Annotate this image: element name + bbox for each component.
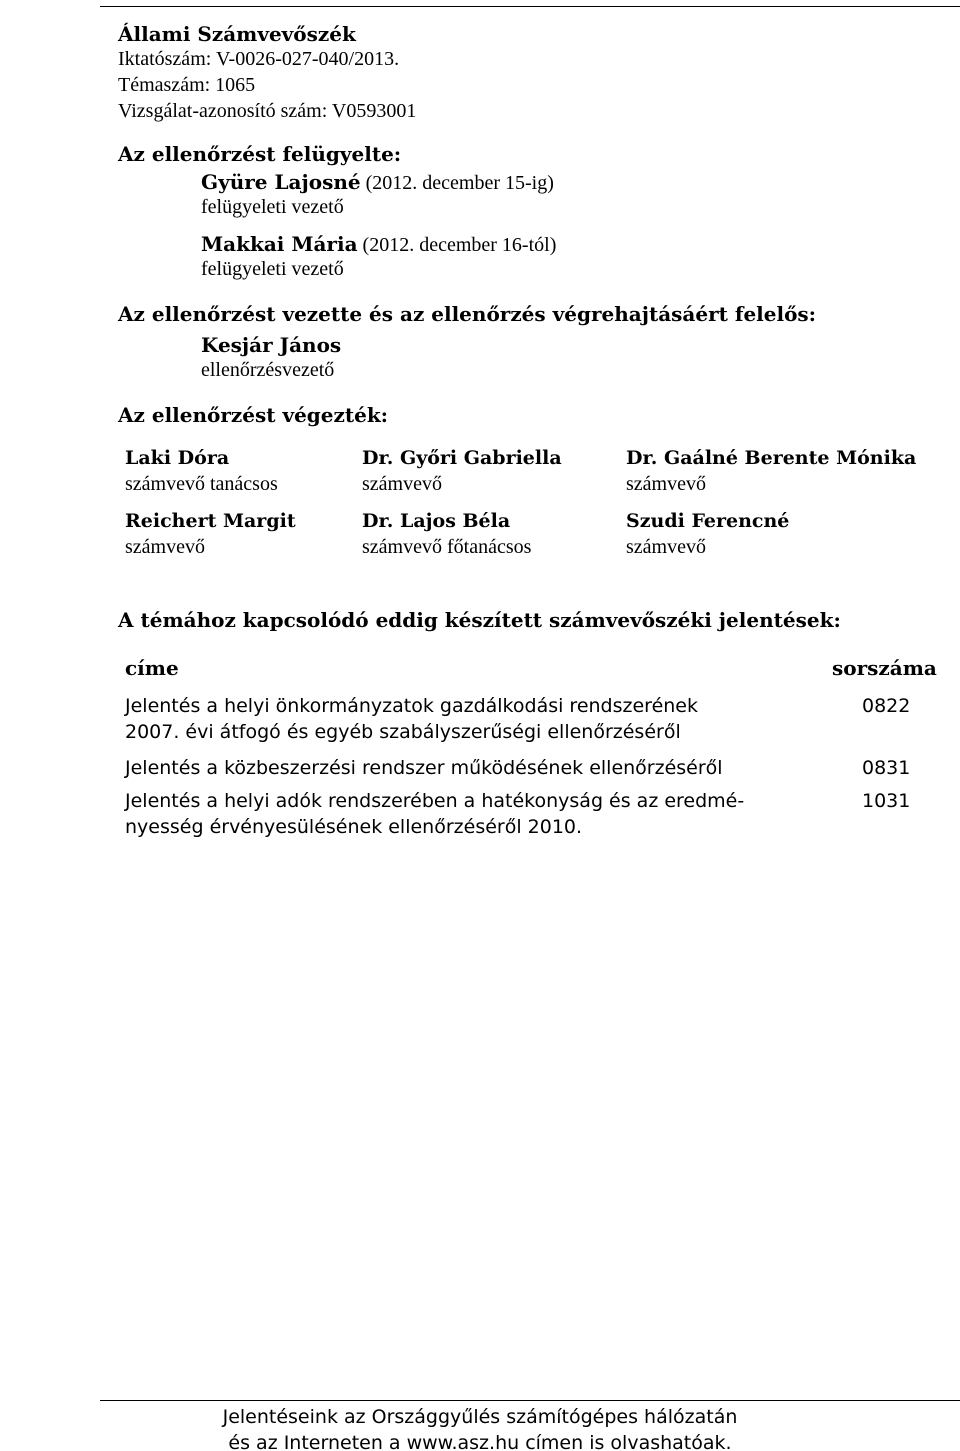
org-name: Állami Számvevőszék bbox=[118, 22, 356, 46]
team-title: Az ellenőrzést végezték: bbox=[118, 403, 389, 427]
lead-title: Az ellenőrzést vezette és az ellenőrzés végrehajtásáért felelős: bbox=[118, 302, 817, 326]
audit-id: Vizsgálat-azonosító szám: V0593001 bbox=[118, 100, 417, 122]
reports-col-title: címe bbox=[125, 656, 179, 680]
filing-number: Iktatószám: V-0026-027-040/2013. bbox=[118, 48, 400, 70]
supervisor-1 bbox=[201, 170, 554, 195]
team-member-name: Dr. Lajos Béla bbox=[362, 510, 511, 532]
bottom-rule bbox=[100, 1400, 960, 1401]
report-title-line: Jelentés a helyi önkormányzatok gazdálkodási rendszerének bbox=[125, 695, 698, 717]
lead-name: Kesjár János bbox=[201, 333, 342, 357]
team-member-role: számvevő bbox=[125, 536, 205, 558]
report-title-line: Jelentés a közbeszerzési rendszer működésének ellenőrzéséről bbox=[125, 757, 723, 779]
footer-line: és az Interneten a www.asz.hu címen is olvashatóak. bbox=[228, 1432, 732, 1451]
lead-role: ellenőrzésvezető bbox=[201, 359, 335, 381]
report-number: 0831 bbox=[862, 757, 911, 779]
top-rule bbox=[100, 6, 960, 7]
report-title-line: Jelentés a helyi adók rendszerében a hatékonyság és az eredmé- bbox=[125, 790, 745, 812]
team-member-name: Szudi Ferencné bbox=[626, 510, 790, 532]
supervisor-1-name: Gyüre Lajosné bbox=[201, 170, 361, 194]
supervisor-2-role: felügyeleti vezető bbox=[201, 258, 344, 280]
team-member-role: számvevő főtanácsos bbox=[362, 536, 532, 558]
team-member-role: számvevő bbox=[626, 536, 706, 558]
supervisor-1-period: (2012. december 15-ig) bbox=[365, 172, 554, 194]
supervision-title: Az ellenőrzést felügyelte: bbox=[118, 142, 402, 166]
supervisor-2-name: Makkai Mária bbox=[201, 232, 358, 256]
team-member-name: Dr. Gaálné Berente Mónika bbox=[626, 447, 917, 469]
reports-title: A témához kapcsolódó eddig készített számvevőszéki jelentések: bbox=[118, 608, 841, 632]
team-member-role: számvevő bbox=[626, 473, 706, 495]
report-title-line: 2007. évi átfogó és egyéb szabályszerűségi ellenőrzéséről bbox=[125, 721, 681, 743]
report-number: 0822 bbox=[862, 695, 911, 717]
team-member-role: számvevő tanácsos bbox=[125, 473, 278, 495]
team-member-name: Laki Dóra bbox=[125, 447, 230, 469]
supervisor-2 bbox=[201, 232, 556, 257]
report-title-line: nyesség érvényesülésének ellenőrzéséről 2010. bbox=[125, 816, 583, 838]
supervisor-2-period: (2012. december 16-tól) bbox=[362, 234, 557, 256]
topic-number: Témaszám: 1065 bbox=[118, 74, 256, 96]
supervisor-1-role: felügyeleti vezető bbox=[201, 196, 344, 218]
team-member-name: Reichert Margit bbox=[125, 510, 296, 532]
report-number: 1031 bbox=[862, 790, 911, 812]
team-member-role: számvevő bbox=[362, 473, 442, 495]
team-member-name: Dr. Győri Gabriella bbox=[362, 447, 562, 469]
reports-col-number: sorszáma bbox=[832, 656, 937, 680]
footer-line: Jelentéseink az Országgyűlés számítógépes hálózatán bbox=[222, 1406, 738, 1428]
